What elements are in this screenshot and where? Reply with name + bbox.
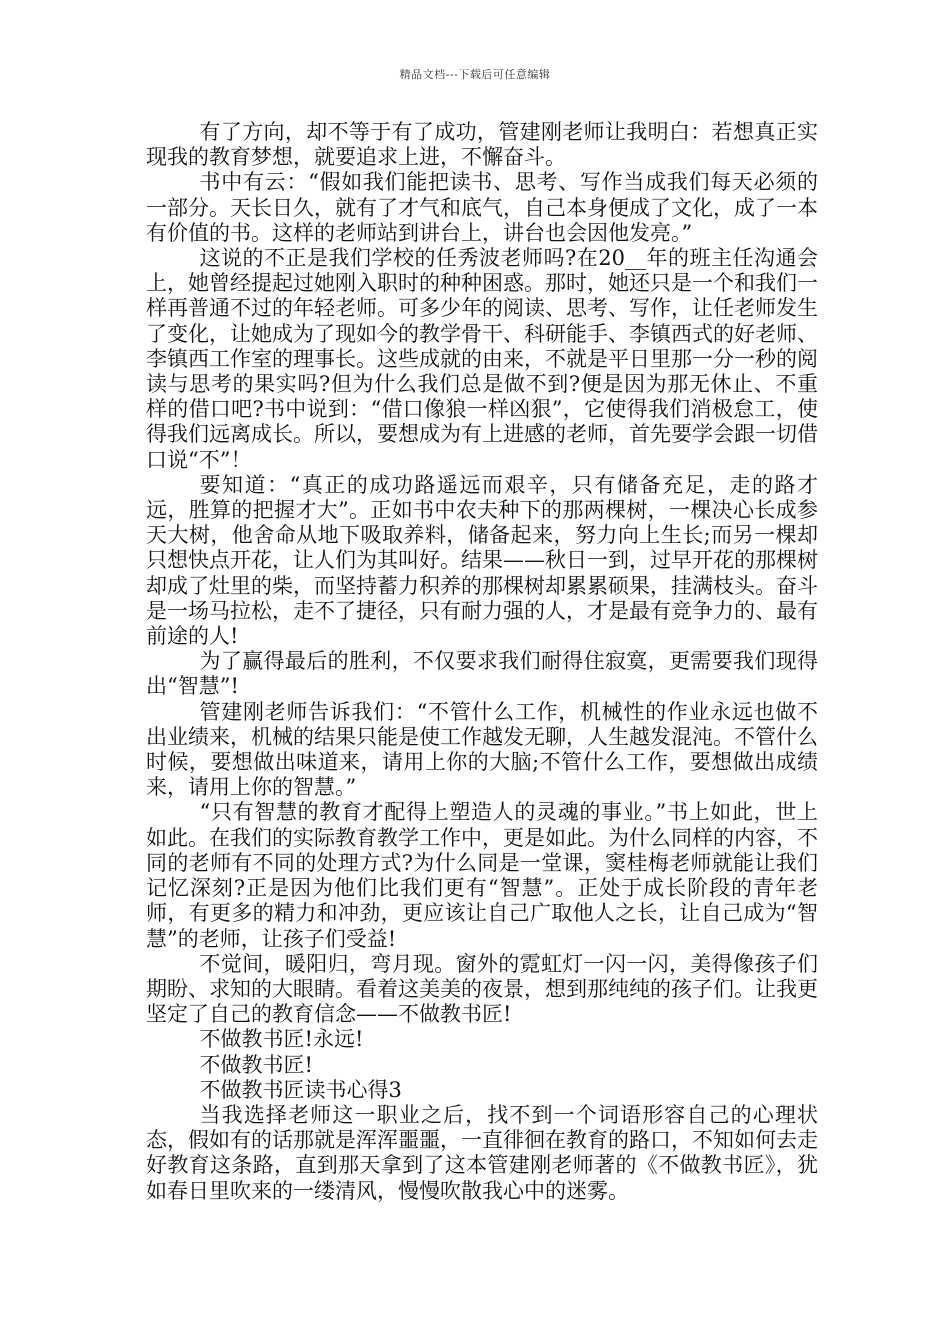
document-body [146, 120, 818, 1204]
paragraph: 不做教书匠! [199, 1052, 313, 1077]
paragraph: 有了方向，却不等于有了成功，管建刚老师让我明白：若想真正实现我的教育梦想，就要追求上进，不懈奋斗。 [146, 120, 818, 170]
paragraph: 当我选择老师这一职业之后，找不到一个词语形容自己的心理状态，假如有的话那就是浑浑噩噩，一直徘徊在教育的路口，不知如何去走好教育这条路，直到那天拿到了这本管建刚老师著的《不做教书匠》，犹如春日里吹来的一缕清风，慢慢吹散我心中的迷雾。 [146, 1102, 818, 1203]
paragraph: 这说的不正是我们学校的任秀波老师吗?在20__年的班主任沟通会上，她曾经提起过她刚入职时的种种困惑。那时，她还只是一个和我们一样再普通不过的年轻老师。可多少年的阅读、思考、写作，让任老师发生了变化，让她成为了现如今的教学骨干、科研能手、李镇西式的好老师、李镇西工作室的理事长。这些成就的由来，不就是平日里那一分一秒的阅读与思考的果实吗?但为什么我们总是做不到?便是因为那无休止、不重样的借口吧?书中说到：“借口像狼一样凶狠”，它使得我们消极怠工，使得我们远离成长。所以，要想成为有上进感的老师，首先要学会跟一切借口说“不”！ [146, 246, 818, 472]
paragraph: 要知道：“真正的成功路遥远而艰辛，只有储备充足，走的路才远，胜算的把握才大”。正如书中农夫种下的那两棵树，一棵决心长成参天大树，他舍命从地下吸取养料，储备起来，努力向上生长;而另一棵却只想快点开花，让人们为其叫好。结果——秋日一到，过早开花的那棵树却成了灶里的柴，而坚持蓄力积养的那棵树却累累硕果，挂满枝头。奋斗是一场马拉松，走不了捷径，只有耐力强的人，才是最有竞争力的、最有前途的人! [146, 472, 818, 649]
paragraph: 书中有云：“假如我们能把读书、思考、写作当成我们每天必须的一部分。天长日久，就有了才气和底气，自己本身便成了文化，成了一本有价值的书。这样的老师站到讲台上，讲台也会因他发亮。” [146, 170, 818, 245]
paragraph: 为了赢得最后的胜利，不仅要求我们耐得住寂寞，更需要我们现得出“智慧”! [146, 649, 818, 699]
paragraph: 不觉间，暖阳归，弯月现。窗外的霓虹灯一闪一闪，美得像孩子们期盼、求知的大眼睛。看着这美美的夜景，想到那纯纯的孩子们。让我更坚定了自己的教育信念——不做教书匠! [146, 951, 818, 1027]
paragraph: “只有智慧的教育才配得上塑造人的灵魂的事业。”书上如此，世上如此。在我们的实际教育教学工作中，更是如此。为什么同样的内容，不同的老师有不同的处理方式?为什么同是一堂课，窦桂梅老师就能让我们记忆深刻?正是因为他们比我们更有“智慧”。正处于成长阶段的青年老师，有更多的精力和冲劲，更应该让自己广取他人之长，让自己成为“智慧”的老师，让孩子们受益! [146, 800, 818, 951]
section-heading: 不做教书匠读书心得3 [199, 1077, 402, 1102]
page-header: 精品文档---下载后可任意编辑 [399, 68, 551, 81]
paragraph: 不做教书匠!永远! [199, 1027, 364, 1052]
paragraph: 管建刚老师告诉我们：“不管什么工作，机械性的作业永远也做不出业绩来，机械的结果只能是使工作越发无聊，人生越发混沌。不管什么时候，要想做出味道来，请用上你的大脑;不管什么工作，要想做出成绩来，请用上你的智慧。” [146, 699, 818, 800]
